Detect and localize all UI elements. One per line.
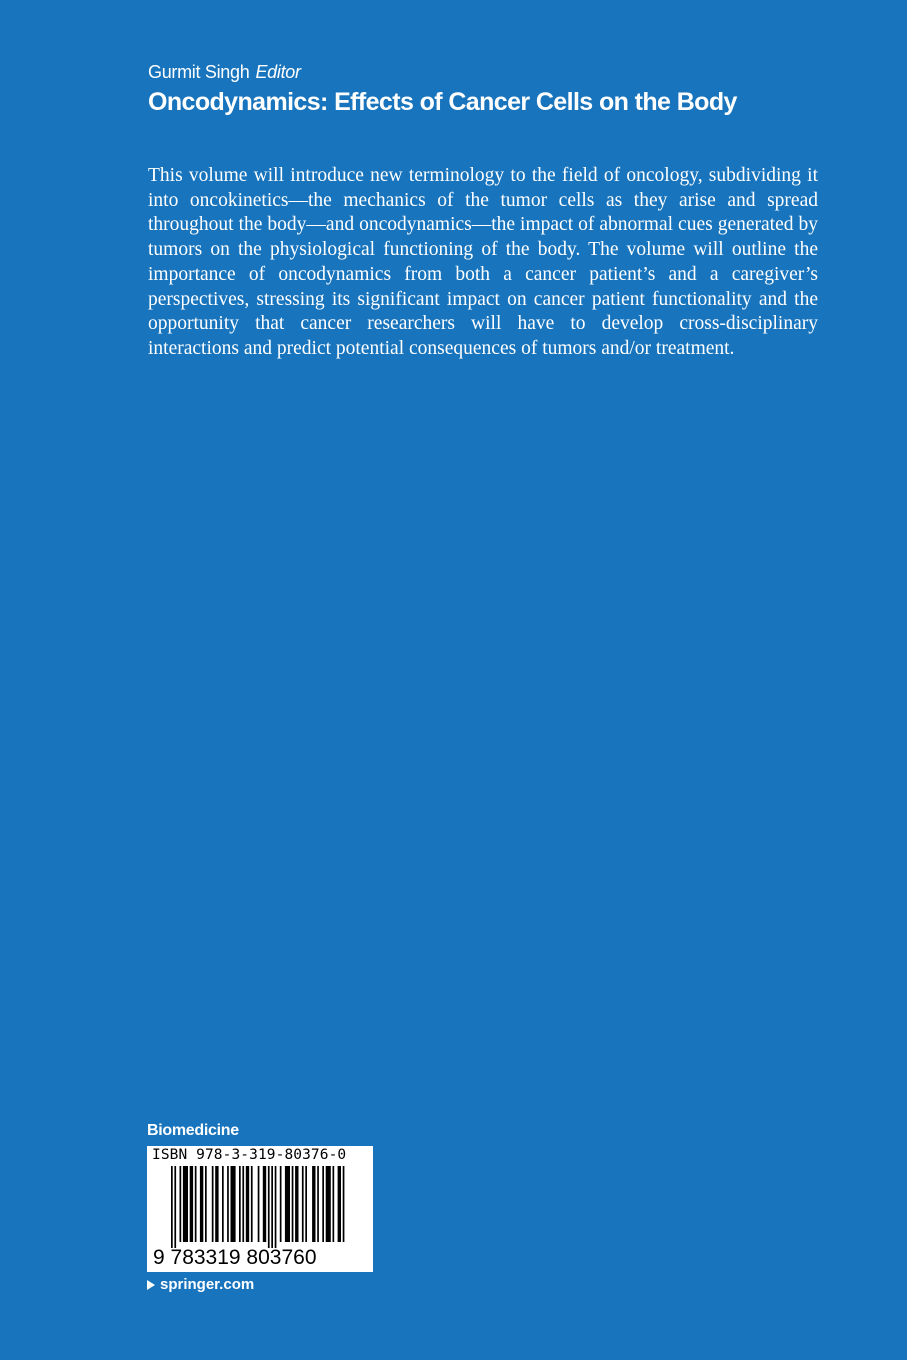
barcode-bar [258, 1166, 260, 1242]
triangle-arrow-icon [147, 1280, 155, 1290]
barcode-bars-graphic [147, 1166, 373, 1248]
barcode-bar [215, 1166, 218, 1242]
barcode-bar [200, 1166, 203, 1242]
barcode-bar [212, 1166, 214, 1242]
barcode-bar [263, 1166, 266, 1242]
book-description: This volume will introduce new terminology to the field of oncology, subdividing it into oncokinetics—the mechanics of the tumor cells as they arise and spread throughout the body—and oncodynamics—the impact of abnormal cues generated by tumors on the physiological functioning of the body. The volume will outline the importance of oncodynamics from both a cancer patient’s and a caregiver’s perspectives, stressing its significant impact on cancer patient functionality and the opportunity that cancer researchers will have to develop cross-disciplinary interactions and predict potential consequences of tumors and/or treatment. [148, 165, 818, 359]
subject-category: Biomedicine [147, 1122, 239, 1139]
barcode-bar [326, 1166, 331, 1242]
barcode-bar [268, 1166, 270, 1248]
barcode-bar [183, 1166, 188, 1242]
barcode-bar [174, 1166, 176, 1248]
barcode-bar [280, 1166, 282, 1242]
barcode-bar [195, 1166, 197, 1242]
barcode-bar [322, 1166, 324, 1242]
barcode-bar [305, 1166, 307, 1242]
barcode-bar [222, 1166, 224, 1242]
barcode-bar [242, 1166, 244, 1242]
barcode-bar [180, 1166, 182, 1242]
barcode-bar [333, 1166, 335, 1242]
book-title: Oncodynamics: Effects of Cancer Cells on the Body [148, 88, 737, 116]
barcode-bar [312, 1166, 315, 1242]
barcode-bar [275, 1166, 277, 1248]
barcode-bar [302, 1166, 304, 1242]
barcode-bar [205, 1166, 207, 1242]
isbn-barcode [147, 1146, 373, 1272]
barcode-bar [317, 1166, 319, 1242]
ean-digits: 9 783319 803760 [153, 1246, 317, 1269]
isbn-number: ISBN 978-3-319-80376-0 [152, 1147, 347, 1163]
editor-name: Gurmit Singh [148, 62, 250, 82]
barcode-bar [285, 1166, 290, 1242]
barcode-bar [338, 1166, 341, 1242]
barcode-bar [246, 1166, 249, 1242]
barcode-bar [343, 1166, 345, 1242]
barcode-bar [251, 1166, 253, 1242]
barcode-bar [231, 1166, 236, 1242]
editor-role: Editor [255, 62, 301, 82]
barcode-bar [292, 1166, 294, 1242]
publisher-website-label: springer.com [160, 1276, 255, 1293]
barcode-bar [239, 1166, 241, 1242]
barcode-bar [190, 1166, 193, 1242]
barcode-bar [295, 1166, 298, 1242]
barcode-bar [171, 1166, 173, 1248]
publisher-website[interactable] [147, 1276, 254, 1293]
editor-line [148, 62, 301, 83]
barcode-bar [227, 1166, 229, 1242]
barcode-bar [271, 1166, 273, 1248]
